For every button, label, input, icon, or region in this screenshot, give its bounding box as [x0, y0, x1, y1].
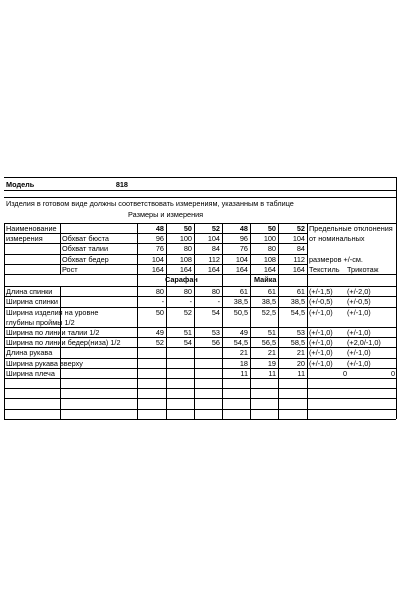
header-measure-label: измерения: [6, 234, 43, 244]
note-text: Изделия в готовом виде должны соответствовать измерениям, указанным в таблице: [6, 199, 294, 208]
product-value: 50,5: [233, 307, 248, 317]
tolerance-textile: (+/-1,5): [309, 287, 333, 297]
product-value: 50: [155, 307, 164, 317]
tolerance-knit: (+/-0,5): [347, 297, 371, 307]
product-value: 38,5: [261, 297, 276, 307]
grid-line: [4, 190, 396, 191]
product-row-label: Длина рукава: [6, 348, 53, 358]
tolerance-textile: (+/-0,5): [309, 297, 333, 307]
body-value: 112: [208, 254, 220, 264]
row-line: [4, 254, 307, 255]
tolerance-header-3: размеров +/-см.: [309, 254, 363, 264]
row-line: [4, 307, 396, 308]
tolerance-knit: (+/-1,0): [347, 348, 371, 358]
row-line: [4, 264, 307, 265]
row-line: [4, 419, 396, 420]
group-sarafan: Сарафан: [165, 275, 198, 284]
body-row-label: Обхват талии: [62, 244, 109, 254]
col-line: [4, 223, 5, 419]
product-value: -: [189, 297, 192, 307]
col-line: [60, 223, 61, 274]
product-value: 54: [211, 307, 220, 317]
col-line: [396, 177, 397, 419]
product-value: 53: [211, 328, 220, 337]
product-value: 21: [239, 348, 248, 358]
col-line: [222, 223, 223, 419]
body-value: 108: [263, 254, 276, 264]
body-value: 164: [235, 264, 248, 274]
body-value: 164: [292, 264, 305, 274]
product-value: 80: [211, 287, 220, 297]
body-value: 104: [292, 234, 305, 244]
top-rule: [4, 177, 396, 178]
body-value: 96: [155, 234, 164, 244]
product-value: 21: [267, 348, 276, 358]
product-row-label: Ширина по линии бедер(низа) 1/2: [6, 338, 121, 348]
col-line: [194, 223, 195, 419]
row-line: [4, 409, 396, 410]
body-value: 112: [293, 254, 305, 264]
product-value: -: [217, 297, 220, 307]
product-row-label: Ширина по линии талии 1/2: [6, 328, 100, 337]
product-value: 38,5: [290, 297, 305, 307]
row-line: [4, 286, 396, 287]
row-line: [4, 347, 396, 348]
product-value: 58,5: [290, 338, 305, 348]
body-value: 164: [151, 264, 164, 274]
product-value: 61: [296, 287, 305, 297]
product-value: 11: [268, 368, 276, 378]
product-value: 52: [155, 338, 164, 348]
col-line: [60, 286, 61, 419]
product-value: 49: [239, 328, 248, 337]
tolerance-header-2: от номинальных: [309, 234, 365, 244]
row-line: [4, 233, 307, 234]
body-value: 104: [207, 234, 220, 244]
row-line: [4, 274, 396, 275]
row-line: [4, 337, 396, 338]
body-value: 108: [179, 254, 192, 264]
size-header-48: 48: [239, 224, 248, 233]
size-header-50: 50: [183, 224, 192, 233]
size-header-48: 48: [155, 224, 164, 233]
sizes-title: Размеры и измерения: [128, 210, 204, 219]
header-name-label: Наименование: [6, 224, 57, 233]
product-value: 80: [183, 287, 192, 297]
col-line: [250, 223, 251, 419]
col-line: [307, 223, 308, 419]
body-value: 96: [239, 234, 248, 244]
body-value: 76: [239, 244, 248, 254]
product-value: 11: [240, 368, 248, 378]
product-row-label: Ширина изделия на уровне: [6, 307, 99, 317]
body-value: 100: [263, 234, 276, 244]
product-value: 61: [267, 287, 276, 297]
product-value: 19: [267, 358, 276, 368]
grid-line: [4, 197, 396, 198]
table-top-line: [4, 223, 396, 224]
product-value: 54,5: [290, 307, 305, 317]
group-mayka: Майка: [254, 275, 277, 284]
tolerance-textile: (+/-1,0): [309, 307, 333, 317]
product-value: 61: [239, 287, 248, 297]
product-value: 51: [267, 328, 276, 337]
body-value: 100: [179, 234, 192, 244]
size-header-50: 50: [267, 224, 276, 233]
body-row-label: Рост: [62, 264, 78, 274]
product-value: -: [161, 297, 164, 307]
tolerance-knit: (+/-2,0): [347, 287, 371, 297]
row-line: [4, 358, 396, 359]
product-value: 21: [296, 348, 305, 358]
product-value: 52,5: [261, 307, 276, 317]
product-value: 49: [155, 328, 164, 337]
model-label: Модель: [6, 180, 35, 189]
product-value: 38,5: [233, 297, 248, 307]
tolerance-textile: (+/-1,0): [309, 338, 333, 348]
col-line: [278, 223, 279, 419]
knit-label: Трикотаж: [347, 264, 379, 274]
product-value: 54: [183, 338, 192, 348]
tolerance-knit: 0: [390, 368, 395, 378]
product-value: 18: [239, 358, 248, 368]
row-line: [4, 388, 396, 389]
row-line: [4, 378, 396, 379]
tolerance-knit: (+/-1,0): [347, 328, 371, 337]
product-row-label: Ширина плеча: [6, 368, 55, 378]
size-header-52: 52: [211, 224, 220, 233]
product-row-label: Длина спинки: [6, 287, 53, 297]
body-row-label: Обхват бюста: [62, 234, 109, 244]
product-value: 51: [183, 328, 192, 337]
product-value: 80: [155, 287, 164, 297]
model-number: 818: [115, 180, 128, 189]
col-line: [166, 223, 167, 419]
tolerance-knit: (+2,0/-1,0): [347, 338, 381, 348]
product-value: 52: [183, 307, 192, 317]
body-value: 164: [207, 264, 220, 274]
body-value: 104: [151, 254, 164, 264]
tolerance-textile: (+/-1,0): [309, 348, 333, 358]
tolerance-textile: 0: [342, 368, 347, 378]
body-value: 76: [155, 244, 164, 254]
product-row-label: глубины проймы 1/2: [6, 317, 75, 327]
product-value: 11: [297, 368, 305, 378]
product-row-label: Ширина спинки: [6, 297, 58, 307]
body-value: 84: [296, 244, 305, 254]
textile-label: Текстиль: [309, 264, 340, 274]
body-value: 164: [179, 264, 192, 274]
tolerance-header: Предельные отклонения: [309, 224, 393, 233]
row-line: [4, 243, 307, 244]
row-line: [4, 296, 396, 297]
row-line: [4, 327, 396, 328]
col-line: [137, 223, 138, 419]
tolerance-textile: (+/-1,0): [309, 358, 333, 368]
body-row-label: Обхват бедер: [62, 254, 109, 264]
body-value: 80: [267, 244, 276, 254]
product-row-label: Ширина рукава вверху: [6, 358, 83, 368]
body-value: 80: [183, 244, 192, 254]
product-value: 56: [211, 338, 220, 348]
size-header-52: 52: [296, 224, 305, 233]
row-line: [4, 398, 396, 399]
product-value: 56,5: [261, 338, 276, 348]
tolerance-textile: (+/-1,0): [309, 328, 333, 337]
tolerance-knit: (+/-1,0): [347, 358, 371, 368]
tolerance-knit: (+/-1,0): [347, 307, 371, 317]
product-value: 53: [296, 328, 305, 337]
product-value: 20: [296, 358, 305, 368]
body-value: 104: [235, 254, 248, 264]
row-line: [4, 368, 396, 369]
body-value: 84: [211, 244, 220, 254]
product-value: 54,5: [233, 338, 248, 348]
body-value: 164: [263, 264, 276, 274]
